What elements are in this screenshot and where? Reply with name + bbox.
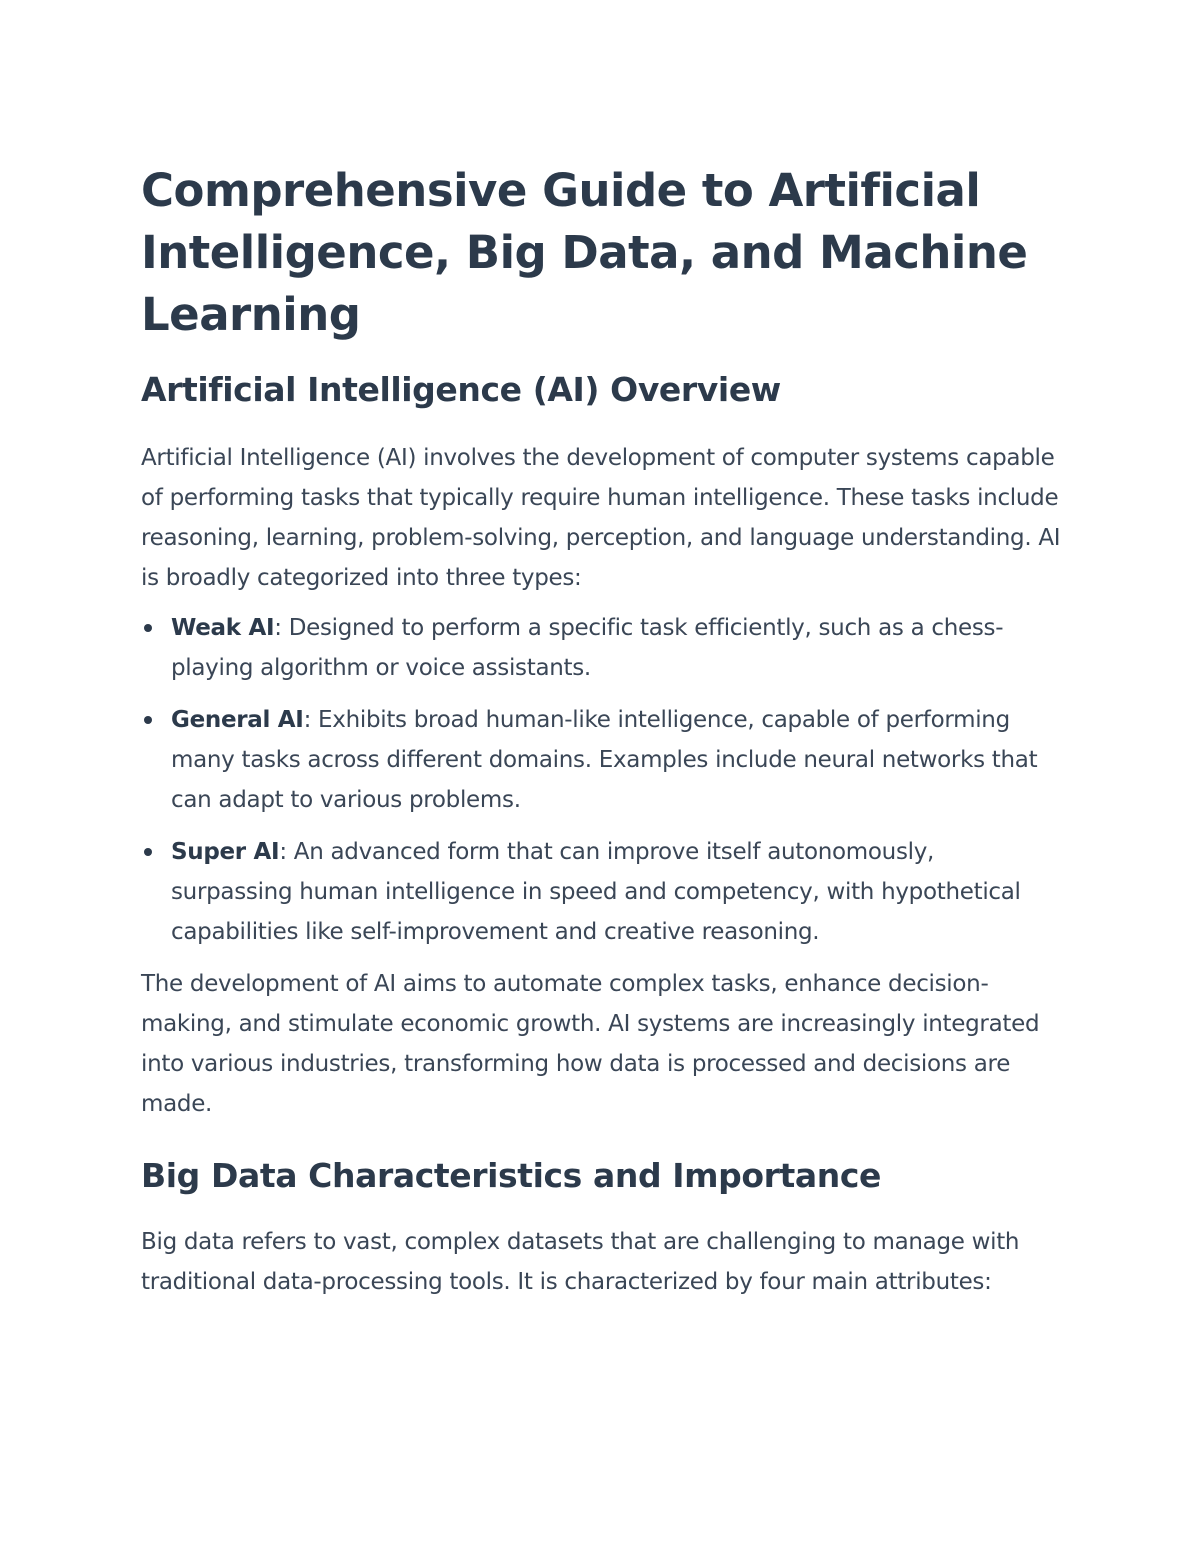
section-heading-ai-overview: Artificial Intelligence (AI) Overview <box>141 370 781 409</box>
ai-types-list <box>141 608 1061 952</box>
bullet-term: Super AI <box>171 839 280 865</box>
list-item-super-ai <box>141 832 1061 952</box>
list-item-weak-ai <box>141 608 1061 688</box>
bullet-text: : Designed to perform a specific task efficiently, such as a chess-playing algorithm or voice assistants. <box>171 615 1004 681</box>
bullet-icon <box>144 848 152 856</box>
bullet-text: : Exhibits broad human-like intelligence, capable of performing many tasks across different domains. Examples include neural networks that can adapt to various problems. <box>171 707 1038 813</box>
document-title: Comprehensive Guide to Artificial Intelligence, Big Data, and Machine Learning <box>141 164 1028 341</box>
document-page <box>141 160 1061 1302</box>
bullet-icon <box>144 716 152 724</box>
big-data-intro-paragraph: Big data refers to vast, complex datasets that are challenging to manage with traditional data-processing tools. It is characterized by four main attributes: <box>141 1229 1020 1295</box>
bullet-icon <box>144 624 152 632</box>
bullet-term: Weak AI <box>171 615 275 641</box>
list-item-general-ai <box>141 700 1061 820</box>
bullet-term: General AI <box>171 707 304 733</box>
bullet-text: : An advanced form that can improve itself autonomously, surpassing human intelligence in speed and competency, with hypothetical capabilities like self-improvement and creative reasoning. <box>171 839 1021 945</box>
ai-development-paragraph: The development of AI aims to automate complex tasks, enhance decision-making, and stimulate economic growth. AI systems are increasingly integrated into various industries, transforming how data is processed and decisions are made. <box>141 971 1040 1117</box>
section-heading-big-data: Big Data Characteristics and Importance <box>141 1156 882 1195</box>
ai-intro-paragraph: Artificial Intelligence (AI) involves the development of computer systems capable of performing tasks that typically require human intelligence. These tasks include reasoning, learning, problem-solving, perception, and language understanding. AI is broadly categorized into three types: <box>141 445 1061 591</box>
